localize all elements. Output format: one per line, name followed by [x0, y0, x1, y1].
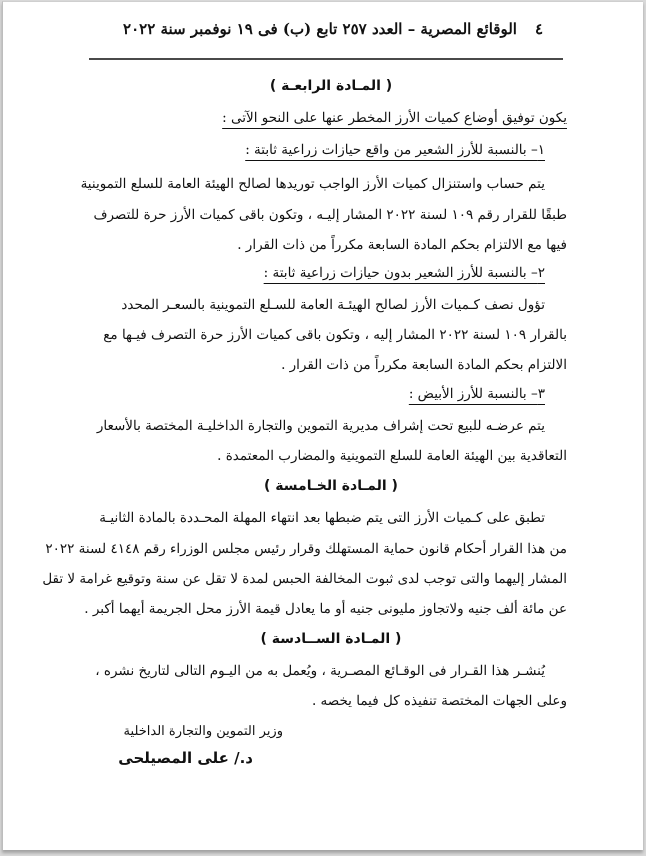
item-1-line-1: يتم حساب واستنزال كميات الأرز الواجب توريدها لصالح الهيئة العامة للسلع التموينية — [80, 176, 545, 192]
item-3-line-2: التعاقدية بين الهيئة العامة للسلع التموينية والمضارب المعتمدة . — [217, 448, 567, 464]
gazette-title: الوقائع المصرية – العدد ٢٥٧ تابع (ب) فى ١٩ نوفمبر سنة ٢٠٢٢ — [123, 20, 517, 38]
item-2-line-3: الالتزام بحكم المادة السابعة مكرراً من ذات القرار . — [281, 357, 567, 373]
signature-name: د./ على المصيلحى — [118, 749, 253, 767]
signature-title: وزير التموين والتجارة الداخلية — [123, 724, 283, 739]
item-2-title-wrap — [95, 263, 567, 283]
signature-block — [83, 724, 283, 767]
item-1-line-2: طبقًا للقرار رقم ١٠٩ لسنة ٢٠٢٢ المشار إليـه ، وتكون باقى كميات الأرز حرة للتصرف — [93, 207, 567, 223]
article-6-line-1: يُنشـر هذا القـرار فى الوقـائع المصـرية ، ويُعمل به من اليـوم التالى لتاريخ نشره ، — [95, 663, 545, 679]
item-1-line-3: فيها مع الالتزام بحكم المادة السابعة مكرراً من ذات القرار . — [237, 237, 567, 253]
page-number: ٤ — [534, 20, 543, 38]
item-2-title: ٢– بالنسبة للأرز الشعير بدون حيازات زراعية ثابتة : — [263, 265, 545, 281]
article-4-heading: ( المـادة الرابعـة ) — [269, 78, 393, 94]
article-6-heading: ( المـادة الســادسة ) — [260, 631, 402, 647]
article-6-line-2: وعلى الجهات المختصة تنفيذه كل فيما يخصه . — [311, 693, 567, 709]
article-4-intro-wrap — [95, 108, 567, 128]
item-1-title: ١– بالنسبة للأرز الشعير من واقع حيازات زراعية ثابتة : — [245, 142, 545, 158]
article-4-intro: يكون توفيق أوضاع كميات الأرز المخطر عنها على النحو الآتى : — [222, 110, 567, 126]
item-2-line-1: تؤول نصف كـميات الأرز لصالح الهيئـة العامة للسـلع التموينية بالسعـر المحدد — [121, 297, 545, 313]
item-3-title: ٣– بالنسبة للأرز الأبيض : — [408, 386, 545, 402]
article-5-line-3: المشار إليهما والتى توجب لدى ثبوت المخالفة الحبس لمدة لا تقل عن سنة وتوقيع غرامة لا تقل — [42, 571, 567, 587]
item-3-title-wrap — [95, 384, 567, 404]
article-5-line-2: من هذا القرار أحكام قانون حماية المستهلك وقرار رئيس مجلس الوزراء رقم ٤١٤٨ لسنة ٢٠٢٢ — [45, 541, 567, 557]
article-5-line-1: تطبق على كـميات الأرز التى يتم ضبطها بعد انتهاء المهلة المحـددة بالمادة الثانيـة — [99, 510, 545, 526]
item-2-line-2: بالقرار ١٠٩ لسنة ٢٠٢٢ المشار إليه ، وتكون باقى كميات الأرز حرة التصرف فيـها مع — [103, 327, 567, 343]
article-5-heading: ( المـادة الخـامسة ) — [264, 478, 398, 494]
document-page — [2, 1, 643, 850]
item-1-title-wrap — [95, 140, 567, 160]
article-5-line-4: عن مائة ألف جنيه ولاتجاوز مليونى جنيه أو ما يعادل قيمة الأرز محل الجريمة أيهما أكبر . — [84, 601, 567, 617]
document-body — [42, 2, 567, 850]
item-3-line-1: يتم عرضـه للبيع تحت إشراف مديرية التموين والتجارة الداخليـة المختصة بالأسعار — [96, 418, 545, 434]
